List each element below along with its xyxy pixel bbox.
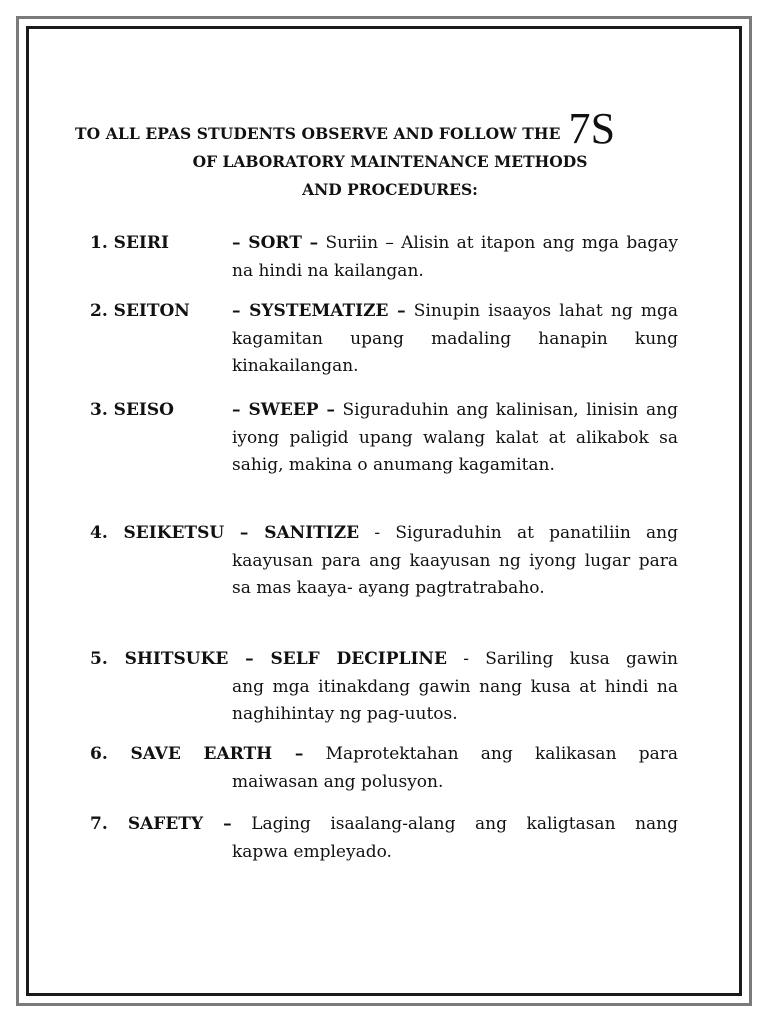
rule-1-body xyxy=(232,230,678,285)
rule-2-term: 2. SEITON xyxy=(90,301,190,321)
rule-7-text-start: Laging isaalang-alang ang kaligtasan nang xyxy=(231,814,678,834)
rule-5 xyxy=(90,646,678,729)
title-7s: 7S xyxy=(568,104,616,153)
rule-7-text-cont: kapwa empleyado. xyxy=(232,841,392,862)
title-line-3: AND PROCEDURES: xyxy=(302,180,478,199)
rule-2-text: Sinupin isaayos lahat ng mga kagamitan upang madaling hanapin kung kinakailangan. xyxy=(232,301,678,376)
rule-4 xyxy=(90,520,678,603)
rule-2-keyword: – SYSTEMATIZE – xyxy=(232,301,406,321)
rule-2 xyxy=(90,298,678,381)
rule-3-term: 3. SEISO xyxy=(90,400,174,420)
rule-4-text-cont: kaayusan para ang kaayusan ng iyong lugar para sa mas kaaya- ayang pagtratrabaho. xyxy=(232,550,678,598)
rule-4-first-line xyxy=(90,520,678,548)
rule-7-term: 7. SAFETY – xyxy=(90,814,232,834)
rule-7 xyxy=(90,811,678,866)
rule-6 xyxy=(90,741,678,796)
rule-1-text: Suriin – Alisin at itapon ang mga bagay na hindi na kailangan. xyxy=(232,233,679,281)
rule-1-keyword: – SORT – xyxy=(232,233,319,253)
rule-1-term: 1. SEIRI xyxy=(90,233,169,253)
rule-7-first-line xyxy=(90,811,678,839)
rule-6-term: 6. SAVE EARTH – xyxy=(90,744,304,764)
rule-6-text-cont: maiwasan ang polusyon. xyxy=(232,771,444,792)
title-line-1 xyxy=(75,103,695,153)
rule-5-term: 5. SHITSUKE – SELF DECIPLINE xyxy=(90,649,447,669)
rule-5-text-start: - Sariling kusa gawin xyxy=(446,649,678,669)
rule-6-first-line xyxy=(90,741,678,769)
rule-4-term: 4. SEIKETSU – SANITIZE xyxy=(90,523,360,543)
rule-5-text-cont: ang mga itinakdang gawin nang kusa at hindi na naghihintay ng pag-uutos. xyxy=(232,676,678,724)
rule-3 xyxy=(90,397,678,480)
rule-2-body xyxy=(232,298,678,381)
rule-5-first-line xyxy=(90,646,678,674)
rule-3-text: Siguraduhin ang kalinisan, linisin ang iyong paligid upang walang kalat at alikabok sa sahig, makina o anumang kagamitan. xyxy=(232,400,679,475)
rule-1 xyxy=(90,230,678,285)
rule-3-body xyxy=(232,397,678,480)
title-line-1-text: TO ALL EPAS STUDENTS OBSERVE AND FOLLOW THE xyxy=(75,124,561,143)
title-line-2: OF LABORATORY MAINTENANCE METHODS xyxy=(192,152,588,171)
rule-3-keyword: – SWEEP – xyxy=(232,400,336,420)
rule-4-text-start: - Siguraduhin at panatiliin ang xyxy=(359,523,678,543)
rule-6-text-start: Maprotektahan ang kalikasan para xyxy=(303,744,678,764)
